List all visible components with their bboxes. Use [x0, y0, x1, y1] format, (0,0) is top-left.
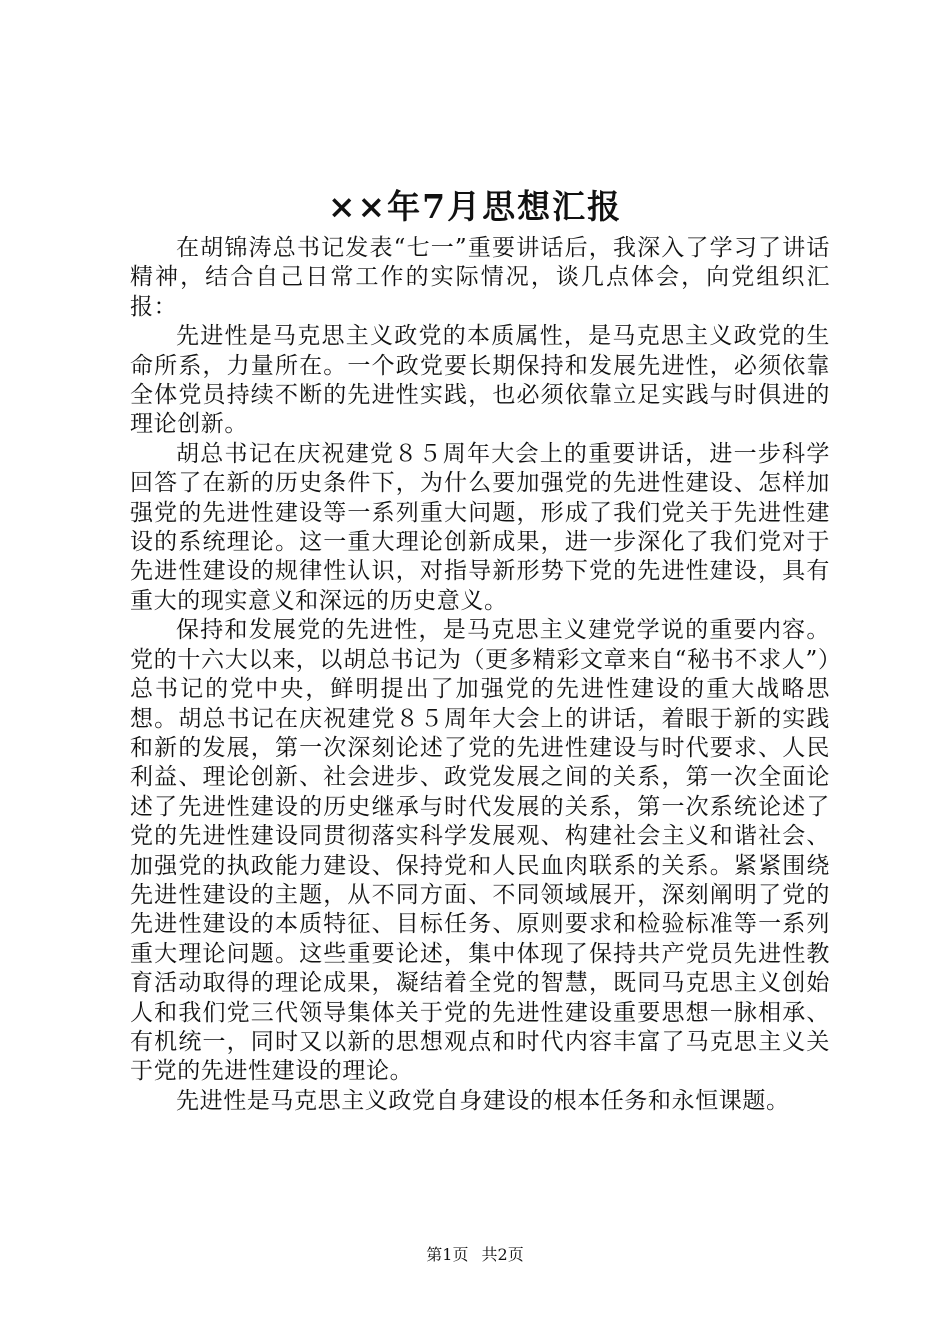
- page-footer: [0, 1244, 950, 1266]
- paragraph: 胡总书记在庆祝建党８５周年大会上的重要讲话，进一步科学回答了在新的历史条件下，为什么要加强党的先进性建设、怎样加强党的先进性建设等一系列重大问题，形成了我们党关于先进性建设的系统理论。这一重大理论创新成果，进一步深化了我们党对于先进性建设的规律性认识，对指导新形势下党的先进性建设，具有重大的现实意义和深远的历史意义。: [130, 440, 830, 614]
- paragraph: 先进性是马克思主义政党自身建设的根本任务和永恒课题。: [176, 1087, 790, 1114]
- page-total: 共2页: [481, 1245, 524, 1264]
- page-title: ××年7月思想汇报: [327, 187, 623, 226]
- paragraph: 保持和发展党的先进性，是马克思主义建党学说的重要内容。党的十六大以来，以胡总书记为（更多精彩文章来自“秘书不求人”）总书记的党中央，鲜明提出了加强党的先进性建设的重大战略思想。胡总书记在庆祝建党８５周年大会上的讲话，着眼于新的实践和新的发展，第一次深刻论述了党的先进性建设与时代要求、人民利益、理论创新、社会进步、政党发展之间的关系，第一次全面论述了先进性建设的历史继承与时代发展的关系，第一次系统论述了党的先进性建设同贯彻落实科学发展观、构建社会主义和谐社会、加强党的执政能力建设、保持党和人民血肉联系的关系。紧紧围绕先进性建设的主题，从不同方面、不同领域展开，深刻阐明了党的先进性建设的本质特征、目标任务、原则要求和检验标准等一系列重大理论问题。这些重要论述，集中体现了保持共产党员先进性教育活动取得的理论成果，凝结着全党的智慧，既同马克思主义创始人和我们党三代领导集体关于党的先进性建设重要思想一脉相承、有机统一，同时又以新的思想观点和时代内容丰富了马克思主义关于党的先进性建设的理论。: [130, 617, 830, 1085]
- paragraph: 在胡锦涛总书记发表“七一”重要讲话后，我深入了学习了讲话精神，结合自己日常工作的实际情况，谈几点体会，向党组织汇报：: [130, 235, 830, 320]
- document-body: [130, 234, 830, 1116]
- page-number: 第1页: [426, 1245, 469, 1264]
- paragraph: 先进性是马克思主义政党的本质属性，是马克思主义政党的生命所系，力量所在。一个政党要长期保持和发展先进性，必须依靠全体党员持续不断的先进性实践，也必须依靠立足实践与时俱进的理论创新。: [130, 323, 830, 438]
